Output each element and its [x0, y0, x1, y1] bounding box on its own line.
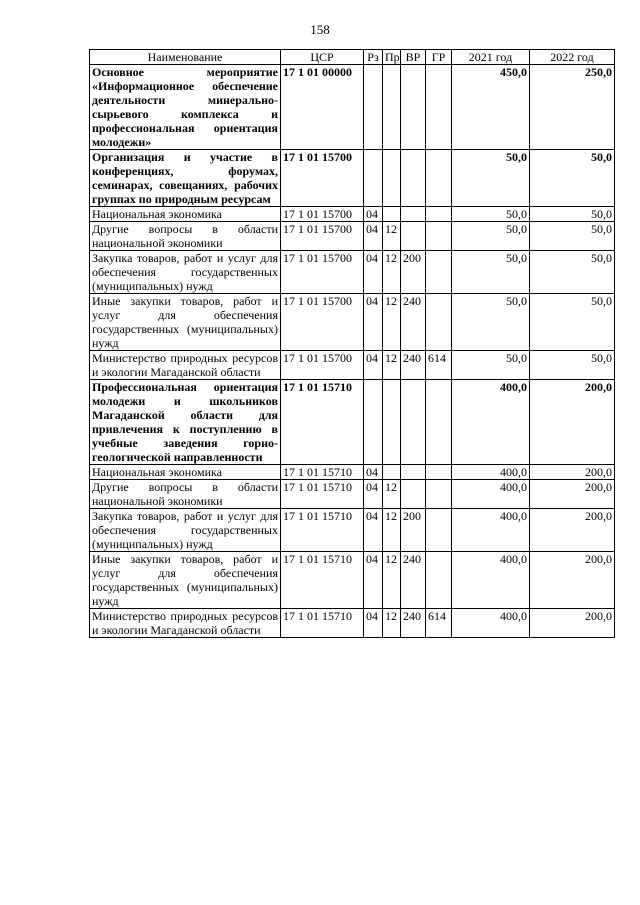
table-row — [90, 294, 615, 351]
cell-vr: 240 — [401, 609, 426, 638]
cell-name: Национальная экономика — [90, 207, 281, 222]
cell-csr: 17 1 01 00000 — [281, 65, 364, 150]
cell-2021: 400,0 — [452, 509, 530, 552]
table-row — [90, 150, 615, 207]
cell-2022: 200,0 — [530, 465, 615, 480]
cell-rz: 04 — [364, 609, 383, 638]
table-row — [90, 65, 615, 150]
cell-2021: 400,0 — [452, 380, 530, 465]
header-name: Наименование — [90, 50, 281, 65]
cell-pr: 12 — [383, 552, 401, 609]
cell-2022: 250,0 — [530, 65, 615, 150]
cell-rz: 04 — [364, 552, 383, 609]
cell-name: Профессиональная ориентация молодежи и школьников Магаданской области для привлечения к поступлению в учебные заведения горно-геологической направленности — [90, 380, 281, 465]
cell-2021: 450,0 — [452, 65, 530, 150]
table-row — [90, 351, 615, 380]
header-gr: ГР — [426, 50, 452, 65]
cell-name: Другие вопросы в области национальной экономики — [90, 222, 281, 251]
table-row — [90, 609, 615, 638]
cell-rz — [364, 150, 383, 207]
cell-2022: 200,0 — [530, 480, 615, 509]
table-body — [90, 65, 615, 638]
cell-2021: 400,0 — [452, 552, 530, 609]
cell-rz: 04 — [364, 207, 383, 222]
cell-vr: 240 — [401, 294, 426, 351]
cell-rz: 04 — [364, 465, 383, 480]
header-row — [90, 50, 615, 65]
cell-gr: 614 — [426, 609, 452, 638]
cell-2021: 400,0 — [452, 465, 530, 480]
cell-csr: 17 1 01 15710 — [281, 465, 364, 480]
cell-pr — [383, 465, 401, 480]
table-row — [90, 380, 615, 465]
cell-gr — [426, 251, 452, 294]
cell-gr — [426, 150, 452, 207]
cell-gr — [426, 480, 452, 509]
cell-vr — [401, 222, 426, 251]
cell-rz — [364, 380, 383, 465]
cell-2022: 200,0 — [530, 380, 615, 465]
cell-gr — [426, 552, 452, 609]
cell-rz: 04 — [364, 509, 383, 552]
cell-csr: 17 1 01 15700 — [281, 222, 364, 251]
cell-gr — [426, 509, 452, 552]
cell-2021: 50,0 — [452, 351, 530, 380]
cell-vr: 200 — [401, 509, 426, 552]
cell-2022: 50,0 — [530, 207, 615, 222]
cell-name: Другие вопросы в области национальной экономики — [90, 480, 281, 509]
cell-rz: 04 — [364, 251, 383, 294]
cell-vr — [401, 150, 426, 207]
cell-2021: 50,0 — [452, 251, 530, 294]
cell-name: Иные закупки товаров, работ и услуг для обеспечения государственных (муниципальных) нужд — [90, 552, 281, 609]
cell-2022: 200,0 — [530, 552, 615, 609]
cell-csr: 17 1 01 15700 — [281, 351, 364, 380]
table-row — [90, 552, 615, 609]
cell-csr: 17 1 01 15700 — [281, 294, 364, 351]
cell-vr: 240 — [401, 552, 426, 609]
table-row — [90, 222, 615, 251]
cell-gr — [426, 207, 452, 222]
cell-2022: 50,0 — [530, 150, 615, 207]
header-rz: Рз — [364, 50, 383, 65]
cell-name: Министерство природных ресурсов и экологии Магаданской области — [90, 609, 281, 638]
cell-pr: 12 — [383, 294, 401, 351]
cell-vr — [401, 65, 426, 150]
budget-table — [89, 49, 615, 638]
table-row — [90, 465, 615, 480]
cell-vr: 200 — [401, 251, 426, 294]
cell-pr: 12 — [383, 222, 401, 251]
cell-csr: 17 1 01 15710 — [281, 509, 364, 552]
cell-rz: 04 — [364, 294, 383, 351]
cell-vr: 240 — [401, 351, 426, 380]
cell-csr: 17 1 01 15710 — [281, 480, 364, 509]
table-row — [90, 207, 615, 222]
cell-pr: 12 — [383, 251, 401, 294]
cell-2022: 50,0 — [530, 251, 615, 294]
header-2021: 2021 год — [452, 50, 530, 65]
cell-2021: 50,0 — [452, 294, 530, 351]
cell-pr — [383, 380, 401, 465]
cell-pr — [383, 150, 401, 207]
cell-2022: 200,0 — [530, 509, 615, 552]
cell-2021: 50,0 — [452, 207, 530, 222]
cell-pr — [383, 207, 401, 222]
cell-rz — [364, 65, 383, 150]
cell-pr: 12 — [383, 509, 401, 552]
cell-2021: 400,0 — [452, 480, 530, 509]
page-number: 158 — [310, 22, 330, 37]
cell-name: Закупка товаров, работ и услуг для обеспечения государственных (муниципальных) нужд — [90, 251, 281, 294]
header-vr: ВР — [401, 50, 426, 65]
header-pr: Пр — [383, 50, 401, 65]
cell-2022: 50,0 — [530, 294, 615, 351]
cell-gr — [426, 65, 452, 150]
cell-csr: 17 1 01 15700 — [281, 251, 364, 294]
cell-2022: 200,0 — [530, 609, 615, 638]
cell-name: Министерство природных ресурсов и экологии Магаданской области — [90, 351, 281, 380]
cell-rz: 04 — [364, 222, 383, 251]
cell-rz: 04 — [364, 351, 383, 380]
cell-name: Организация и участие в конференциях, форумах, семинарах, совещаниях, рабочих группах по природным ресурсам — [90, 150, 281, 207]
cell-2021: 50,0 — [452, 150, 530, 207]
cell-gr — [426, 465, 452, 480]
header-2022: 2022 год — [530, 50, 615, 65]
cell-rz: 04 — [364, 480, 383, 509]
table-row — [90, 251, 615, 294]
cell-2021: 400,0 — [452, 609, 530, 638]
cell-gr — [426, 294, 452, 351]
cell-vr — [401, 380, 426, 465]
cell-name: Закупка товаров, работ и услуг для обеспечения государственных (муниципальных) нужд — [90, 509, 281, 552]
cell-name: Иные закупки товаров, работ и услуг для обеспечения государственных (муниципальных) нужд — [90, 294, 281, 351]
cell-2022: 50,0 — [530, 222, 615, 251]
cell-gr — [426, 222, 452, 251]
cell-gr: 614 — [426, 351, 452, 380]
cell-csr: 17 1 01 15700 — [281, 150, 364, 207]
cell-pr: 12 — [383, 351, 401, 380]
cell-gr — [426, 380, 452, 465]
cell-pr: 12 — [383, 609, 401, 638]
cell-csr: 17 1 01 15710 — [281, 552, 364, 609]
cell-name: Основное мероприятие «Информационное обеспечение деятельности минерально-сырьевого комплекса и профессиональная ориентация молодежи» — [90, 65, 281, 150]
table-row — [90, 509, 615, 552]
cell-pr — [383, 65, 401, 150]
cell-vr — [401, 465, 426, 480]
cell-name: Национальная экономика — [90, 465, 281, 480]
cell-pr: 12 — [383, 480, 401, 509]
cell-csr: 17 1 01 15710 — [281, 609, 364, 638]
cell-2022: 50,0 — [530, 351, 615, 380]
cell-vr — [401, 480, 426, 509]
cell-vr — [401, 207, 426, 222]
header-csr: ЦСР — [281, 50, 364, 65]
table-row — [90, 480, 615, 509]
cell-csr: 17 1 01 15710 — [281, 380, 364, 465]
cell-2021: 50,0 — [452, 222, 530, 251]
cell-csr: 17 1 01 15700 — [281, 207, 364, 222]
